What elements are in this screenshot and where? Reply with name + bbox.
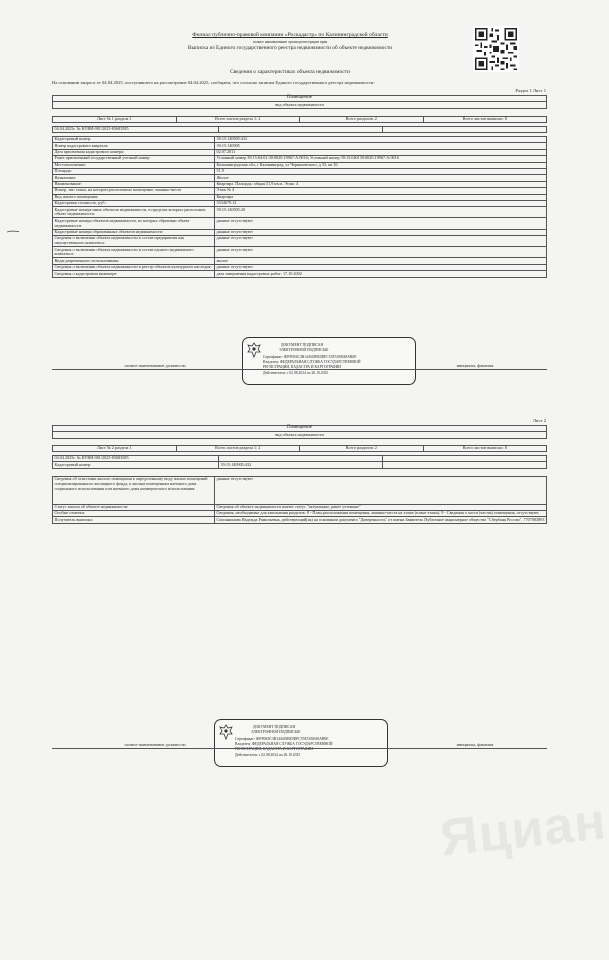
stamp-valid: Действителен: с 02.08.2024 по 26.10.2025: [235, 753, 301, 757]
scan-mark: [7, 230, 19, 233]
row-value: 3534679.12: [215, 200, 547, 206]
row-value: 51.9: [215, 168, 547, 174]
sections-total: Всего разделов: 2: [300, 117, 424, 123]
signature-stamp-1: [242, 337, 416, 385]
row-value: Калининградская обл, г Калининград, ул Черняховского, д 33, кв 16: [215, 162, 547, 168]
stamp-owner: Владелец: ФЕДЕРАЛЬНАЯ СЛУЖБА ГОСУДАРСТВЕННОЙ: [235, 742, 333, 746]
row-value: данные отсутствуют: [215, 264, 547, 270]
row-label: Особые отметки:: [53, 510, 215, 516]
row-label: Кадастровая стоимость, руб.:: [53, 200, 215, 206]
request-line: На основании запроса от 04.04.2025, поступившего на рассмотрение 04.04.2025, сообщаем, что согласно записям Единого государственного реестра недвижимости:: [52, 80, 375, 85]
row-label: Местоположение:: [53, 162, 215, 168]
signature-line-2: [52, 748, 547, 749]
doc-number-row: [52, 126, 547, 133]
row-label: Получатель выписки:: [53, 517, 215, 523]
row-value: Этаж № 4: [215, 188, 547, 194]
signature-stamp-2: [214, 719, 388, 767]
sign-name-2: инициалы, фамилия: [456, 742, 494, 747]
row-value: Смолянинова Надежда Рамильевна, действующий(ая) на основании документа "Доверенность" от имени Заявитель Публичное акционерное общество "Сбербанк России", 7707083893: [215, 517, 547, 523]
agency-name: Филиал публично-правовой компании «Роскадастр» по Калининградской области: [192, 32, 388, 38]
sheet-marker-2: Лист 2: [532, 418, 546, 423]
stamp-title: ДОКУМЕНТ ПОДПИСАН: [281, 343, 324, 347]
qr-code: [473, 26, 519, 72]
stamp-cert: Сертификат: 00FF0E6C3B14A6DBE0DFC55E51B8A8AB0E: [263, 355, 357, 359]
row-value: Квартира. Площадь: общая 51,9 кв.м. Этаж: 4: [215, 181, 547, 187]
row-value: данные отсутствуют: [215, 229, 547, 235]
stamp-title2: ЭЛЕКТРОННОЙ ПОДПИСЬЮ: [279, 348, 329, 352]
row-value: Квартира: [215, 194, 547, 200]
signature-line: [52, 369, 547, 370]
row-label: Сведения о включении объекта недвижимости в состав предприятия как имущественного комплекса:: [53, 236, 215, 247]
doc-number-2: 04.04.2025г. № КУВИ-001/2025-83683585: [53, 456, 219, 462]
row-value: 39:15:140905:432: [215, 137, 547, 143]
sheet-info-row-2: [52, 445, 547, 452]
sheet-number: Лист № 1 раздела 1: [53, 117, 177, 123]
row-value: данные отсутствуют: [215, 218, 547, 229]
cad-value-2: 39:15:140905:432: [219, 462, 383, 468]
sign-position: полное наименование должности: [124, 363, 186, 368]
eagle-emblem-icon: [219, 724, 233, 740]
sheets-in-section-2: Всего листов раздела 1: 2: [176, 446, 300, 452]
extract-title: Выписка из Единого государственного реестра недвижимости об объекте недвижимости: [187, 45, 393, 51]
sheets-in-section: Всего листов раздела 1: 2: [176, 117, 300, 123]
eagle-emblem-icon: [247, 342, 261, 358]
row-label: Ранее присвоенный государственный учетный номер:: [53, 156, 215, 162]
stamp-title2: ЭЛЕКТРОННОЙ ПОДПИСЬЮ: [251, 730, 301, 734]
sheets-total: Всего листов выписки: 8: [423, 117, 547, 123]
row-value: Условный номер 39:15:04:01:30:0020:19967:А:0016; Условный номер 39:15:040130:0020:19967:А:0016: [215, 156, 547, 162]
sheet-info-row: [52, 116, 547, 123]
row-label: Дата присвоения кадастрового номера:: [53, 149, 215, 155]
row-label: Номер кадастрового квартала:: [53, 143, 215, 149]
row-value: 39:15:140905:20: [215, 207, 547, 218]
row-value: данные отсутствуют: [215, 247, 547, 258]
row-label: Кадастровый номер:: [53, 137, 215, 143]
row-value: жилое: [215, 258, 547, 264]
object-type-box-2: [52, 425, 547, 439]
row-label: Сведения об отнесении жилого помещения к определенному виду жилых помещений специализированного жилищного фонда, к жилым помещениям наемного дома социального использования или наемного дома коммерческого использования:: [53, 477, 215, 505]
characteristics-table: [52, 136, 547, 278]
object-type: Помещение: [286, 95, 313, 101]
row-label: Номер, тип этажа, на котором расположено помещение, машино-место: [53, 188, 215, 194]
row-value: данные отсутствуют: [215, 477, 547, 505]
table-row: [53, 207, 547, 218]
stamp-cert: Сертификат: 00FF0E6C3B14A6DBE0DFC55E51B8A8AB0E: [235, 737, 329, 741]
table-row: [53, 517, 547, 523]
row-value: данные отсутствуют: [215, 236, 547, 247]
stamp-title: ДОКУМЕНТ ПОДПИСАН: [253, 725, 296, 729]
object-type-sub: вид объекта недвижимости: [275, 101, 324, 107]
row-label: Сведения о включении объекта недвижимости в состав единого недвижимого комплекса:: [53, 247, 215, 258]
object-type-box: [52, 95, 547, 109]
sign-position-2: полное наименование должности: [124, 742, 186, 747]
sign-name: инициалы, фамилия: [456, 363, 494, 368]
row-label: Сведения о включении объекта недвижимости в реестр объектов культурного наследия:: [53, 264, 215, 270]
row-label: Наименование:: [53, 181, 215, 187]
stamp-owner: Владелец: ФЕДЕРАЛЬНАЯ СЛУЖБА ГОСУДАРСТВЕННОЙ: [263, 360, 361, 364]
object-type-sub-2: вид объекта недвижимости: [275, 431, 324, 437]
sheets-total-2: Всего листов выписки: 8: [423, 446, 547, 452]
row-label: Виды разрешенного использования:: [53, 258, 215, 264]
doc-number-row-2: [52, 455, 547, 469]
row-value: 02.07.2011: [215, 149, 547, 155]
table-row: [53, 477, 547, 505]
table-row: [53, 271, 547, 277]
row-value: дата завершения кадастровых работ: 17.10.2002: [215, 271, 547, 277]
row-label: Сведения о кадастровом инженере:: [53, 271, 215, 277]
characteristics-table-2: [52, 476, 547, 524]
agency-subtitle: полное наименование органа регистрации прав: [252, 40, 328, 44]
row-label: Площадь:: [53, 168, 215, 174]
row-label: Статус записи об объекте недвижимости:: [53, 504, 215, 510]
sheet-number-2: Лист № 2 раздела 1: [53, 446, 177, 452]
table-row: [53, 218, 547, 229]
row-label: Кадастровые номера иных объектов недвижимости, в пределах которых расположен объект недвижимости:: [53, 207, 215, 218]
stamp-owner2: РЕГИСТРАЦИИ, КАДАСТРА И КАРТОГРАФИИ: [263, 365, 341, 369]
sections-total-2: Всего разделов: 2: [300, 446, 424, 452]
row-value: 39:15:140905: [215, 143, 547, 149]
row-label: Кадастровые номера образованных объектов недвижимости:: [53, 229, 215, 235]
row-label: Вид жилого помещения:: [53, 194, 215, 200]
stamp-owner2: РЕГИСТРАЦИИ, КАДАСТРА И КАРТОГРАФИИ: [235, 747, 313, 751]
row-value: Сведения, необходимые для заполнения разделов: 8 - План расположения помещения, машино-места на этаже (плане этажа), 9 - Сведения о части (частях) помещения, отсутствуют.: [215, 510, 547, 516]
page-marker: Раздел 1 Лист 1: [515, 88, 546, 93]
section-title: Сведения о характеристиках объекта недвижимости: [230, 69, 350, 75]
row-value: Сведения об объекте недвижимости имеют статус "актуальные, ранее учтенные": [215, 504, 547, 510]
doc-number: 04.04.2025г. № КУВИ-001/2025-83683585: [53, 127, 219, 133]
table-row: [53, 247, 547, 258]
watermark: Яциан: [437, 792, 609, 868]
object-type-2: Помещение: [286, 425, 313, 431]
stamp-valid: Действителен: с 02.08.2024 по 26.10.2025: [263, 371, 329, 375]
table-row: [53, 236, 547, 247]
row-label: Назначение:: [53, 175, 215, 181]
row-label: Кадастровые номера объектов недвижимости, из которых образован объект недвижимости:: [53, 218, 215, 229]
cad-label-2: Кадастровый номер:: [53, 462, 219, 468]
row-value: Жилое: [215, 175, 547, 181]
